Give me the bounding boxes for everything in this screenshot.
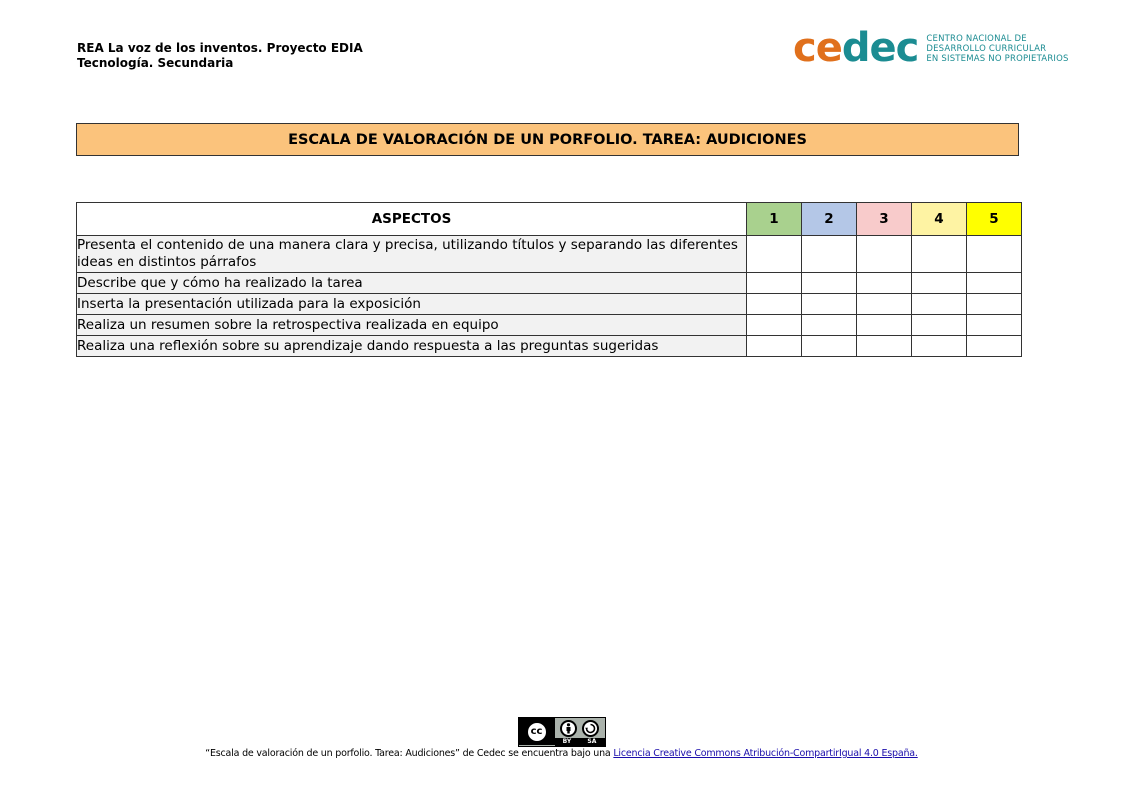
score-cell[interactable] — [912, 336, 967, 357]
score-cell[interactable] — [802, 315, 857, 336]
aspect-label: Describe que y cómo ha realizado la tarea — [77, 273, 747, 294]
document-header — [77, 41, 363, 71]
score-cell[interactable] — [967, 236, 1022, 273]
cedec-logo — [793, 25, 1069, 71]
rating-scale-table — [76, 202, 1022, 357]
aspectos-header: ASPECTOS — [77, 203, 747, 236]
score-cell[interactable] — [857, 294, 912, 315]
score-cell[interactable] — [802, 236, 857, 273]
scale-header-4: 4 — [912, 203, 967, 236]
license-footer — [0, 717, 1123, 759]
score-cell[interactable] — [967, 315, 1022, 336]
cc-logo-block — [519, 718, 555, 745]
cc-sa-label: SA — [587, 738, 597, 745]
score-cell[interactable] — [912, 273, 967, 294]
score-cell[interactable] — [857, 273, 912, 294]
score-cell[interactable] — [967, 294, 1022, 315]
license-link[interactable]: Licencia Creative Commons Atribución-CompartirIgual 4.0 España. — [613, 748, 918, 759]
scale-header-2: 2 — [802, 203, 857, 236]
aspect-label: Inserta la presentación utilizada para la exposición — [77, 294, 747, 315]
score-cell[interactable] — [747, 236, 802, 273]
scale-header-1: 1 — [747, 203, 802, 236]
score-cell[interactable] — [967, 273, 1022, 294]
cc-by-label: BY — [562, 738, 572, 745]
logo-subtitle-line: CENTRO NACIONAL DE — [926, 34, 1027, 44]
table-row — [77, 294, 1022, 315]
license-text: “Escala de valoración de un porfolio. Tarea: Audiciones” de Cedec se encuentra bajo una — [205, 748, 614, 759]
logo-letter: e — [869, 25, 896, 71]
logo-letter: e — [815, 25, 842, 71]
table-row — [77, 236, 1022, 273]
license-statement — [0, 748, 1123, 759]
attribution-icon — [560, 720, 577, 737]
cedec-subtitle — [926, 34, 1068, 64]
header-subject: Tecnología. Secundaria — [77, 56, 234, 70]
score-cell[interactable] — [802, 336, 857, 357]
cc-by-sa-badge[interactable] — [518, 717, 606, 747]
score-cell[interactable] — [912, 236, 967, 273]
aspect-label: Realiza un resumen sobre la retrospectiva realizada en equipo — [77, 315, 747, 336]
score-cell[interactable] — [747, 273, 802, 294]
score-cell[interactable] — [747, 315, 802, 336]
score-cell[interactable] — [857, 336, 912, 357]
score-cell[interactable] — [747, 294, 802, 315]
score-cell[interactable] — [912, 315, 967, 336]
logo-letter: d — [841, 25, 870, 71]
table-row — [77, 315, 1022, 336]
table-header-row — [77, 203, 1022, 236]
share-alike-icon — [582, 720, 599, 737]
logo-subtitle-line: DESARROLLO CURRICULAR — [926, 44, 1047, 54]
table-row — [77, 336, 1022, 357]
score-cell[interactable] — [802, 294, 857, 315]
scale-header-5: 5 — [967, 203, 1022, 236]
header-project-title: REA La voz de los inventos. Proyecto EDIA — [77, 41, 363, 55]
cc-condition-icons — [560, 720, 599, 737]
cc-conditions — [555, 718, 605, 746]
cc-icon: cc — [526, 721, 548, 743]
score-cell[interactable] — [967, 336, 1022, 357]
document-title: ESCALA DE VALORACIÓN DE UN PORFOLIO. TAREA: AUDICIONES — [76, 123, 1019, 156]
score-cell[interactable] — [802, 273, 857, 294]
logo-letter: c — [895, 25, 919, 71]
score-cell[interactable] — [912, 294, 967, 315]
score-cell[interactable] — [857, 315, 912, 336]
score-cell[interactable] — [857, 236, 912, 273]
scale-header-3: 3 — [857, 203, 912, 236]
aspect-label: Presenta el contenido de una manera clara y precisa, utilizando títulos y separando las diferentes ideas en distintos párrafos — [77, 236, 747, 273]
logo-letter: c — [793, 25, 816, 71]
logo-subtitle-line: EN SISTEMAS NO PROPIETARIOS — [926, 54, 1069, 64]
cc-tags — [555, 738, 605, 746]
aspect-label: Realiza una reflexión sobre su aprendizaje dando respuesta a las preguntas sugeridas — [77, 336, 747, 357]
score-cell[interactable] — [747, 336, 802, 357]
table-row — [77, 273, 1022, 294]
cedec-wordmark — [793, 25, 919, 71]
